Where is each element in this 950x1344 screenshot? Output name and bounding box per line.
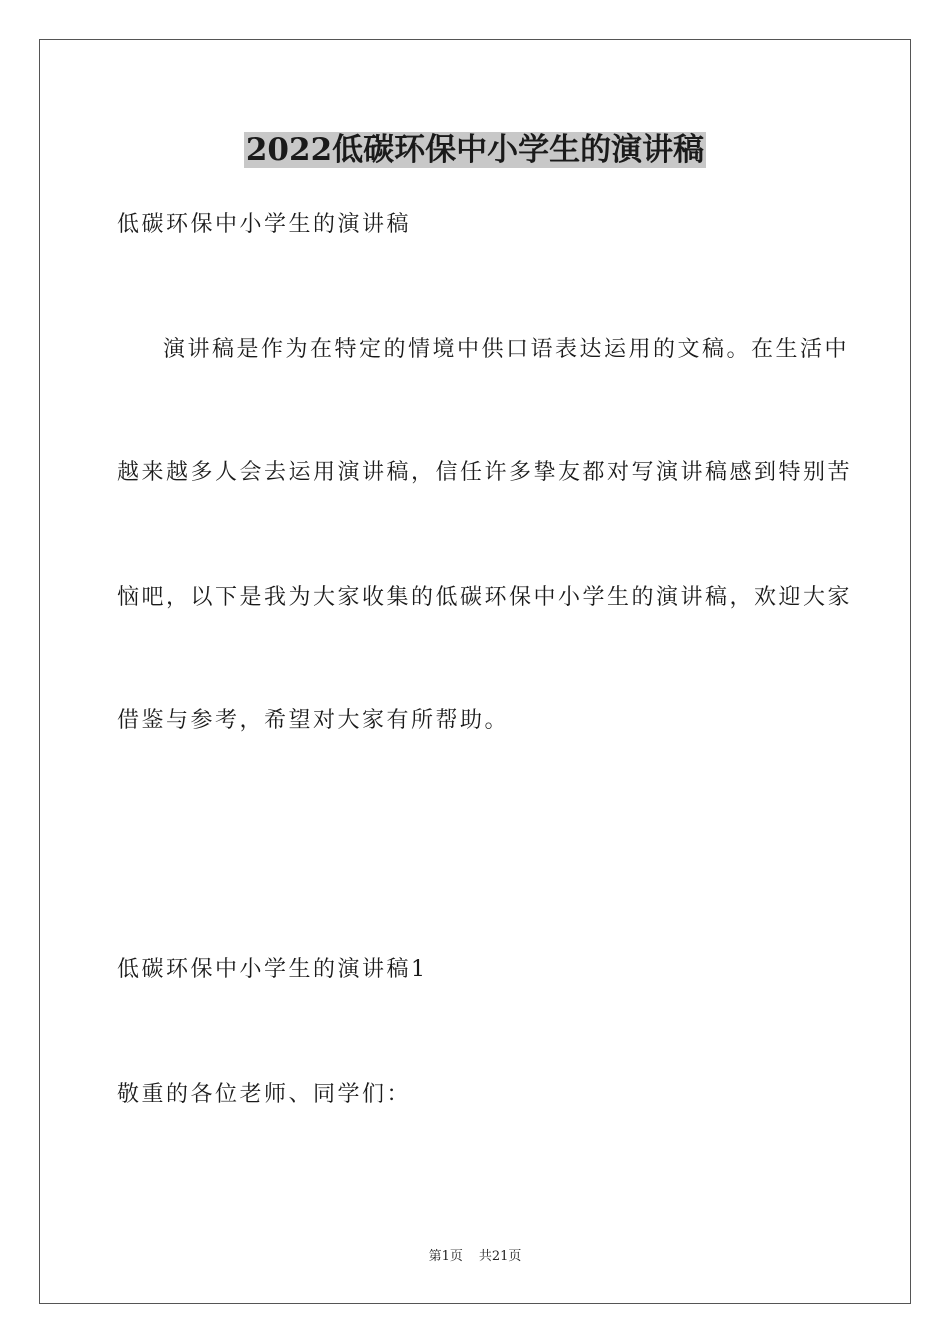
- section-heading: 低碳环保中小学生的演讲稿1: [117, 957, 428, 982]
- intro-line-2: 越来越多人会去运用演讲稿，信任许多挚友都对写演讲稿感到特别苦: [117, 460, 853, 485]
- page-footer: [0, 1248, 950, 1266]
- page-total: 共21页: [478, 1249, 522, 1264]
- subtitle-line: 低碳环保中小学生的演讲稿: [117, 212, 412, 237]
- intro-line-4: 借鉴与参考，希望对大家有所帮助。: [117, 708, 510, 733]
- salutation-line: 敬重的各位老师、同学们：: [117, 1082, 412, 1107]
- document-title-text: 2022低碳环保中小学生的演讲稿: [245, 132, 705, 168]
- intro-line-3: 恼吧，以下是我为大家收集的低碳环保中小学生的演讲稿，欢迎大家: [117, 585, 853, 610]
- document-title: [0, 128, 950, 172]
- page-number: 第1页: [428, 1249, 463, 1264]
- intro-line-1: 演讲稿是作为在特定的情境中供口语表达运用的文稿。在生活中: [163, 337, 850, 362]
